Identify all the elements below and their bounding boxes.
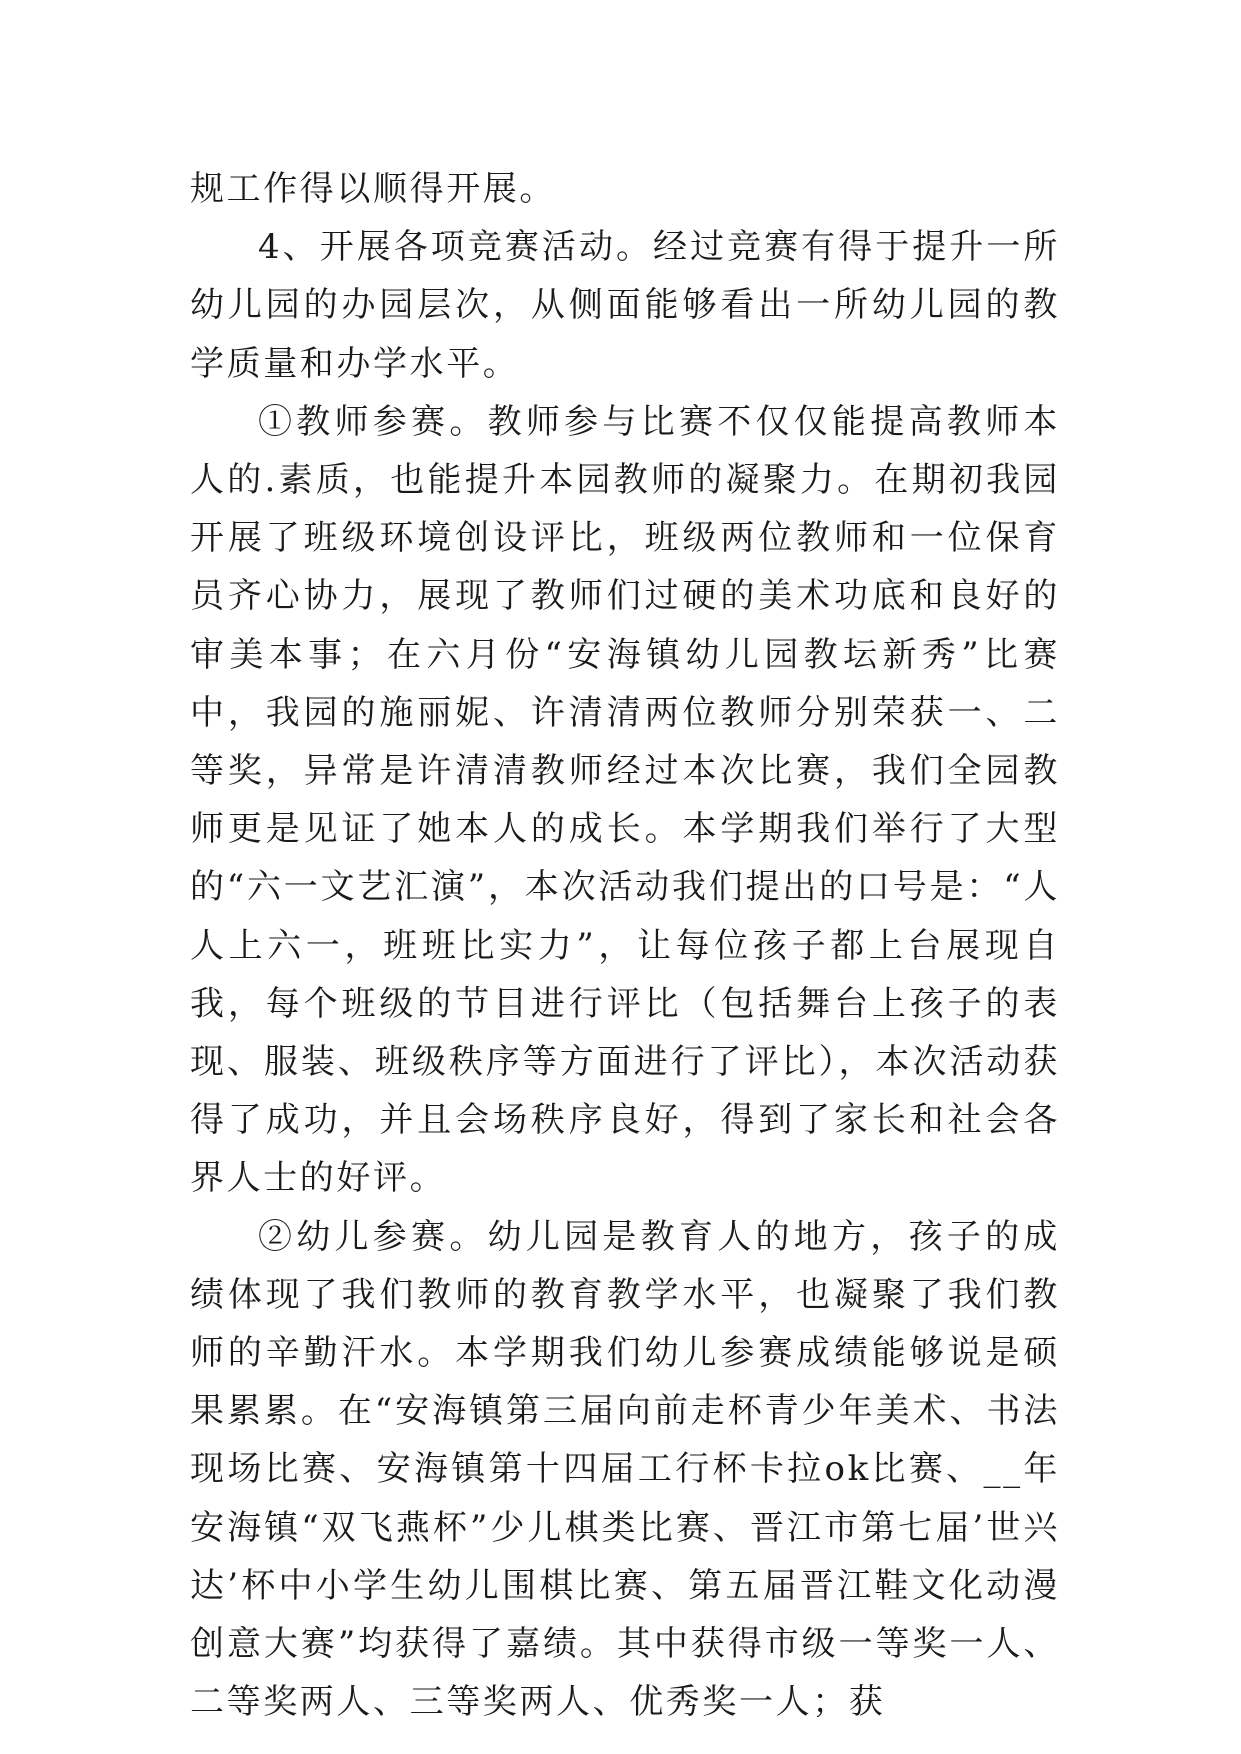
document-body: [190, 160, 1060, 1731]
paragraph-continuation: 规工作得以顺得开展。: [190, 169, 556, 209]
paragraph-child-competitions: ②幼儿参赛。幼儿园是教育人的地方，孩子的成绩体现了我们教师的教育教学水平，也凝聚了我们教师的辛勤汗水。本学期我们幼儿参赛成绩能够说是硕果累累。在“安海镇第三届向前走杯青少年美术、书法现场比赛、安海镇第十四届工行杯卡拉ok比赛、__年安海镇“双飞燕杯”少儿棋类比赛、晋江市第七届’世兴达’杯中小学生幼儿围棋比赛、第五届晋江鞋文化动漫创意大赛”均获得了嘉绩。其中获得市级一等奖一人、二等奖两人、三等奖两人、优秀奖一人；获: [190, 1216, 1060, 1723]
paragraph-competitions: 4、开展各项竞赛活动。经过竞赛有得于提升一所幼儿园的办园层次，从侧面能够看出一所幼儿园的教学质量和办学水平。: [190, 227, 1060, 384]
paragraph-teacher-competitions: ①教师参赛。教师参与比赛不仅仅能提高教师本人的.素质，也能提升本园教师的凝聚力。在期初我园开展了班级环境创设评比，班级两位教师和一位保育员齐心协力，展现了教师们过硬的美术功底和良好的审美本事；在六月份“安海镇幼儿园教坛新秀”比赛中，我园的施丽妮、许清清两位教师分别荣获一、二等奖，异常是许清清教师经过本次比赛，我们全园教师更是见证了她本人的成长。本学期我们举行了大型的“六一文艺汇演”，本次活动我们提出的口号是：“人人上六一，班班比实力”，让每位孩子都上台展现自我，每个班级的节目进行评比（包括舞台上孩子的表现、服装、班级秩序等方面进行了评比），本次活动获得了成功，并且会场秩序良好，得到了家长和社会各界人士的好评。: [190, 401, 1060, 1199]
